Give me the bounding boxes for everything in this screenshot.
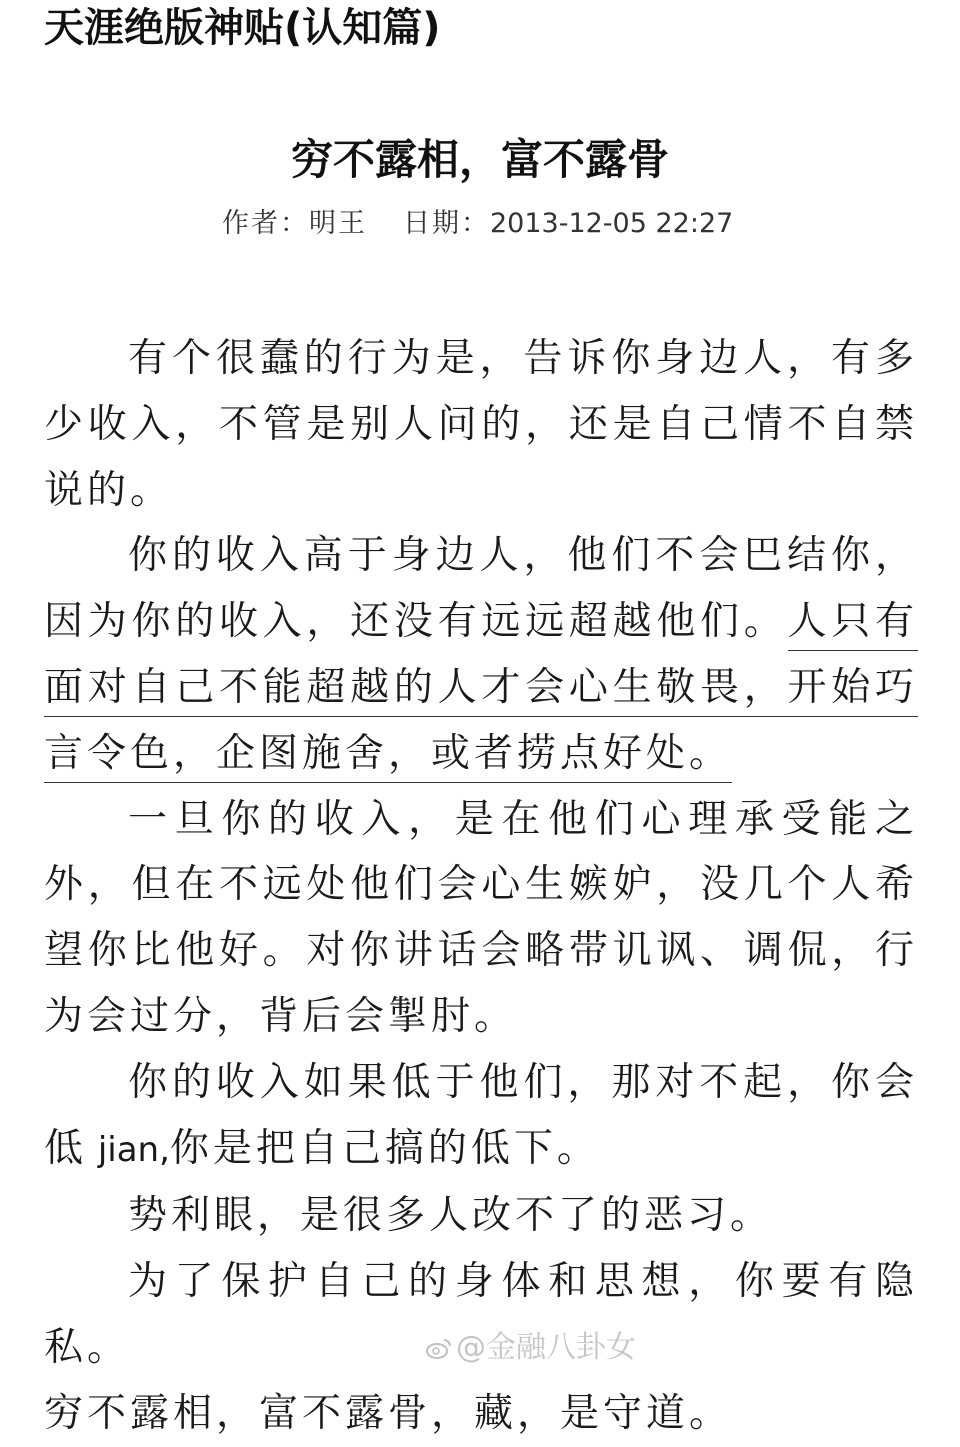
paragraph-text: 势利眼，是很多人改不了的恶习。	[128, 1193, 774, 1239]
closing-line: 穷不露相，富不露骨，藏，是守道。	[44, 1390, 733, 1436]
watermark-text: @金融八卦女	[456, 1330, 636, 1365]
author-label: 作者：	[222, 208, 309, 239]
paragraph-text: 为了保护自己的身体和思想，你要有隐私。	[44, 1259, 918, 1370]
paragraph-text: 有个很蠢的行为是，告诉你身边人，有多少收入，不管是别人问的，还是自己情不自禁说的。	[44, 336, 918, 513]
weibo-icon	[426, 1337, 452, 1359]
underlined-text: 人只有面对自己不能超越的人才会心生敬畏，开始巧言令色，企图施舍，或者捞点好处。	[44, 599, 918, 783]
paragraph-3	[44, 787, 918, 1050]
paragraph-1	[44, 326, 918, 523]
paragraph-text: 你是把自己搞的低下。	[169, 1125, 600, 1171]
paragraph-4	[44, 1050, 918, 1184]
pinyin-text: jian,	[87, 1129, 170, 1170]
article-body	[44, 326, 918, 1447]
date-label: 日期：	[403, 208, 490, 239]
paragraph-2	[44, 523, 918, 786]
paragraph-text: 一旦你的收入，是在他们心理承受能之外，但在不远处他们会心生嫉妒，没几个人希望你比他好。对你讲话会略带讥讽、调侃，行为会过分，背后会掣肘。	[44, 796, 918, 1039]
author-name: 明王	[309, 208, 367, 239]
paragraph-5	[44, 1183, 918, 1249]
paragraph-text: 你的收入如果低于他们，那对不起，你会低	[44, 1059, 918, 1171]
date-value: 2013-12-05 22:27	[490, 208, 734, 239]
watermark	[426, 1330, 636, 1366]
article-meta	[222, 204, 733, 244]
header-title: 天涯绝版神贴(认知篇)	[44, 5, 441, 51]
article-title: 穷不露相，富不露骨	[290, 135, 669, 184]
paragraph-text: 你的收入高于身边人，他们不会巴结你，因为你的收入，还没有远远超越他们。	[44, 533, 918, 645]
